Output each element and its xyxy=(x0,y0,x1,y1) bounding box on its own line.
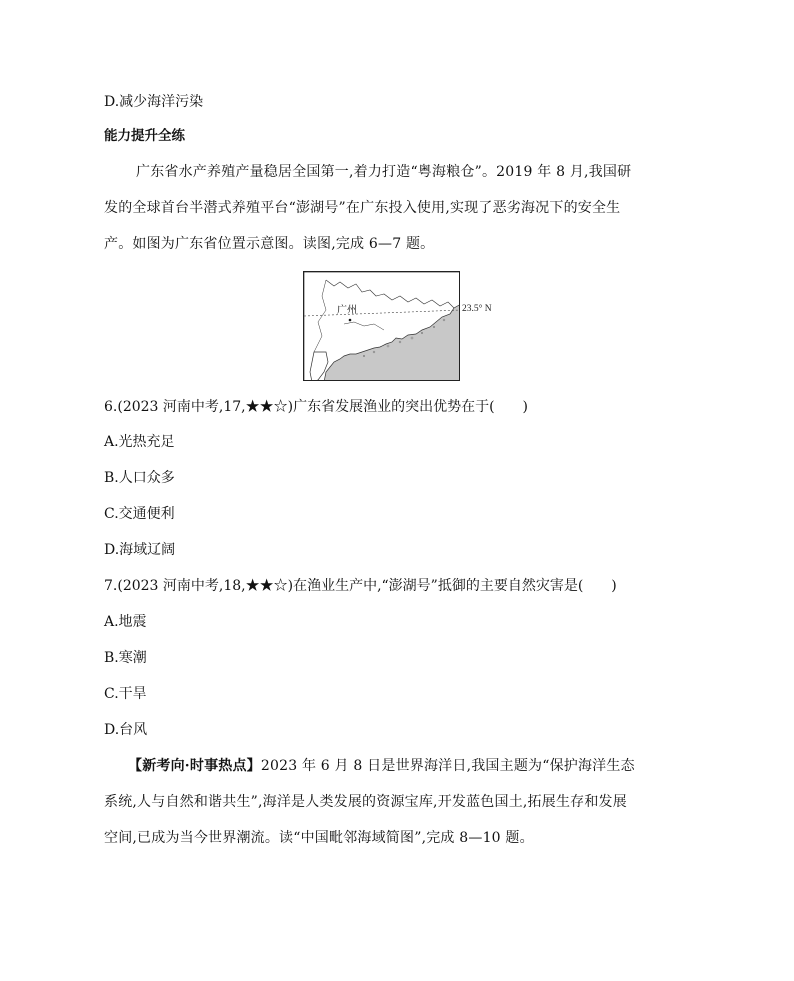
hotspot-line2: 系统,人与自然和谐共生”,海洋是人类发展的资源宝库,开发蓝色国土,拓展生存和发展 xyxy=(104,794,627,810)
q6-option-c[interactable]: C.交通便利 xyxy=(104,506,175,522)
guangdong-location-map xyxy=(303,271,460,381)
hotspot-line3: 空间,已成为当今世界潮流。读“中国毗邻海域简图”,完成 8—10 题。 xyxy=(104,830,534,846)
section-title: 能力提升全练 xyxy=(104,128,185,144)
top-option: D.减少海洋污染 xyxy=(104,94,204,110)
latitude-label: 23.5° N xyxy=(462,304,492,314)
q7-stem: 7.(2023 河南中考,18,★★☆)在渔业生产中,“澎湖号”抵御的主要自然灾害是( ) xyxy=(104,578,617,594)
hotspot-tag: 【新考向·时事热点】 xyxy=(128,758,261,774)
q7-option-d[interactable]: D.台风 xyxy=(104,722,148,738)
guangzhou-dot xyxy=(349,319,352,322)
q6-option-b[interactable]: B.人口众多 xyxy=(104,470,175,486)
q7-option-a[interactable]: A.地震 xyxy=(104,614,147,630)
q7-option-c[interactable]: C.干旱 xyxy=(104,686,147,702)
city-label-guangzhou: 广州 xyxy=(337,305,357,316)
hotspot-line1: 2023 年 6 月 8 日是世界海洋日,我国主题为“保护海洋生态 xyxy=(260,758,635,774)
q7-option-b[interactable]: B.寒潮 xyxy=(104,650,147,666)
q6-option-a[interactable]: A.光热充足 xyxy=(104,434,175,450)
map-drawing xyxy=(304,272,460,381)
q6-option-d[interactable]: D.海域辽阔 xyxy=(104,542,176,558)
q6-stem: 6.(2023 河南中考,17,★★☆)广东省发展渔业的突出优势在于( ) xyxy=(104,399,528,415)
